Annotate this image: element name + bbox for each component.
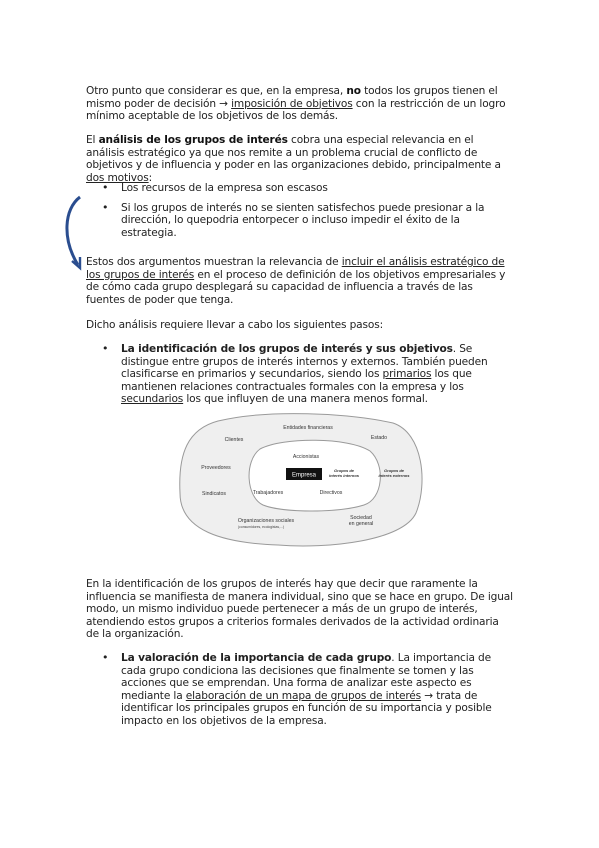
text: Otro punto que considerar es que, en la empresa, bbox=[86, 85, 347, 97]
list-item: • Si los grupos de interés no se sienten satisfechos puede presionar a la dirección, lo quepodria entorpecer o incluso impedir el éxito de la estrategia. bbox=[86, 202, 516, 240]
steps-list-2 bbox=[86, 652, 516, 728]
label-externos-1: Grupos de bbox=[383, 468, 405, 473]
list-item: • Los recursos de la empresa son escasos bbox=[86, 182, 516, 195]
underlined-text: secundarios bbox=[121, 393, 184, 406]
label-internos-1: Grupos de bbox=[333, 468, 355, 473]
label-accionistas: Accionistas bbox=[292, 454, 320, 460]
bold-text: análisis de los grupos de interés bbox=[98, 134, 288, 146]
label-organizaciones: Organizaciones sociales bbox=[237, 518, 295, 524]
label-clientes: Clientes bbox=[224, 437, 244, 443]
text: con la restricción de un logro mínimo aceptable de los objetivos de los demás. bbox=[86, 97, 506, 123]
paragraph-steps-intro: Dicho análisis requiere llevar a cabo los siguientes pasos: bbox=[86, 319, 384, 331]
bold-text: no bbox=[346, 85, 361, 97]
label-externos-2: interés externos bbox=[378, 473, 410, 478]
label-organizaciones-sub: (consumidores, ecologistas,...) bbox=[238, 525, 284, 529]
label-trabajadores: Trabajadores bbox=[252, 490, 284, 496]
text: → trata de identificar los principales grupos en función de su importancia y posible impacto en los objetivos de la empresa. bbox=[121, 689, 492, 727]
bold-text: La identificación de los grupos de interés y sus objetivos bbox=[121, 343, 453, 355]
label-entidades: Entidades financieras bbox=[283, 425, 333, 431]
label-sociedad-2: en general bbox=[348, 521, 374, 527]
text: todos los grupos tienen el mismo poder de decisión → bbox=[86, 85, 498, 110]
underlined-text: dos motivos bbox=[86, 171, 149, 184]
text: cobra una especial relevancia en el análisis estratégico ya que nos remite a un problema crucial de conflicto de objetivos y de influencia y poder en las organizaciones debido, principalmente a bbox=[86, 134, 501, 172]
curved-arrow-icon bbox=[60, 195, 84, 271]
underlined-text: primarios bbox=[382, 368, 432, 381]
paragraph-intro bbox=[86, 85, 514, 123]
steps-list-1 bbox=[86, 343, 516, 406]
label-directivos: Directivos bbox=[319, 490, 343, 496]
list-item bbox=[86, 343, 516, 406]
underlined-text: incluir el análisis estratégico de los grupos de interés bbox=[86, 256, 505, 281]
paragraph-analysis bbox=[86, 134, 514, 184]
text: El bbox=[86, 134, 99, 146]
paragraph-identification: En la identificación de los grupos de interés hay que decir que raramente la influencia se manifiesta de manera individual, sino que se hace en grupo. De igual modo, un mismo individuo puede pertenecer a más de un grupo de interés, atendiendo estos grupos a criterios formales derivados de la actividad ordinaria de la organización. bbox=[86, 578, 513, 641]
list-item bbox=[86, 652, 516, 728]
text: los que influyen de una manera menos formal. bbox=[183, 393, 428, 406]
stakeholders-diagram bbox=[178, 413, 424, 547]
paragraph-arguments bbox=[86, 256, 514, 306]
motives-list bbox=[86, 182, 516, 239]
text: los que mantienen relaciones contractuales formales con la empresa y los bbox=[121, 368, 472, 393]
text: . Se distingue entre grupos de interés internos y externos. También pueden clasificarse en primarios y secundarios, siendo los bbox=[121, 343, 488, 381]
text: . La importancia de cada grupo condiciona las decisiones que finalmente se tomen y las acciones que se emprendan. Una forma de analizar este aspecto es mediante la bbox=[121, 652, 491, 702]
underlined-text: elaboración de un mapa de grupos de interés bbox=[185, 689, 422, 702]
label-sindicatos: Sindicatos bbox=[202, 491, 226, 497]
text: Estos dos argumentos muestran la relevancia de bbox=[86, 256, 342, 268]
bold-text: La valoración de la importancia de cada grupo bbox=[121, 652, 392, 664]
label-internos-2: interés internos bbox=[328, 473, 360, 478]
text: en el proceso de definición de los objetivos empresariales y de cómo cada grupo desplegará su capacidad de influencia a través de las fuentes de poder que tenga. bbox=[86, 268, 506, 306]
label-estado: Estado bbox=[370, 435, 388, 441]
label-sociedad-1: Sociedad bbox=[350, 515, 372, 521]
label-proveedores: Proveedores bbox=[201, 465, 231, 471]
underlined-text: imposición de objetivos bbox=[231, 97, 353, 110]
label-empresa: Empresa bbox=[291, 472, 317, 479]
text: : bbox=[148, 171, 153, 184]
